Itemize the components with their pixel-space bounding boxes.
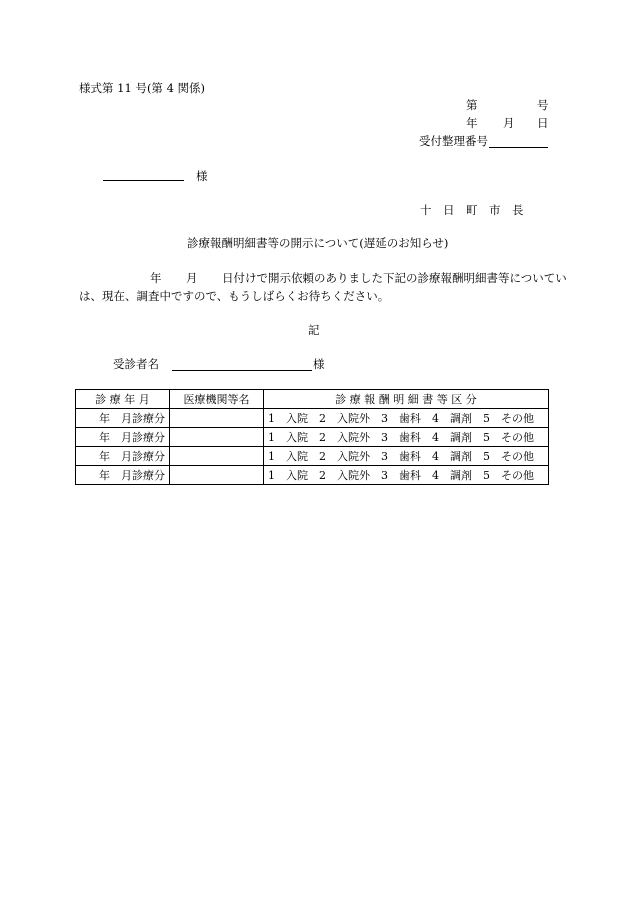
- row-categories[interactable]: 1 入院 2 入院外 3 歯科 4 調剤 5 その他: [264, 428, 549, 447]
- disclosure-table: [75, 389, 549, 485]
- receipt-number-label: 受付整理番号: [419, 134, 488, 148]
- row-categories[interactable]: 1 入院 2 入院外 3 歯科 4 調剤 5 その他: [264, 409, 549, 428]
- addressee-field[interactable]: [103, 180, 184, 181]
- body-month-label: 月: [186, 271, 198, 285]
- row-period: 年 月診療分: [76, 447, 170, 466]
- date-year-label: 年: [466, 116, 478, 130]
- row-institution[interactable]: [170, 466, 264, 485]
- table-header-row: [76, 390, 549, 409]
- row-institution[interactable]: [170, 428, 264, 447]
- row-institution[interactable]: [170, 409, 264, 428]
- table-row: [76, 466, 549, 485]
- patient-name-field[interactable]: [172, 370, 312, 371]
- body-year-label: 年: [150, 271, 162, 285]
- body-line-2: は、現在、調査中ですので、もうしばらくお待ちください。: [79, 289, 390, 303]
- sender-name: 十 日 町 市 長: [420, 203, 524, 217]
- ki-marker: 記: [308, 323, 320, 337]
- header-institution: 医療機関等名: [170, 390, 264, 409]
- table-row: [76, 447, 549, 466]
- form-number: 様式第 11 号(第 4 関係): [79, 81, 206, 95]
- notice-title: 診療報酬明細書等の開示について(遅延のお知らせ): [187, 236, 449, 250]
- row-period: 年 月診療分: [76, 428, 170, 447]
- table-row: [76, 428, 549, 447]
- doc-number-suffix: 号: [537, 98, 549, 112]
- row-institution[interactable]: [170, 447, 264, 466]
- date-day-label: 日: [537, 116, 549, 130]
- body-line-1: 日付けで開示依頼のありました下記の診療報酬明細書等についてい: [222, 271, 567, 285]
- doc-number-prefix: 第: [466, 98, 478, 112]
- receipt-number-field[interactable]: [489, 147, 548, 148]
- row-categories[interactable]: 1 入院 2 入院外 3 歯科 4 調剤 5 その他: [264, 466, 549, 485]
- table-row: [76, 409, 549, 428]
- row-period: 年 月診療分: [76, 409, 170, 428]
- patient-suffix: 様: [313, 357, 325, 371]
- row-categories[interactable]: 1 入院 2 入院外 3 歯科 4 調剤 5 その他: [264, 447, 549, 466]
- patient-label: 受診者名: [113, 357, 159, 371]
- row-period: 年 月診療分: [76, 466, 170, 485]
- addressee-suffix: 様: [196, 169, 208, 183]
- date-month-label: 月: [503, 116, 515, 130]
- header-categories: 診 療 報 酬 明 細 書 等 区 分: [264, 390, 549, 409]
- header-period: 診 療 年 月: [76, 390, 170, 409]
